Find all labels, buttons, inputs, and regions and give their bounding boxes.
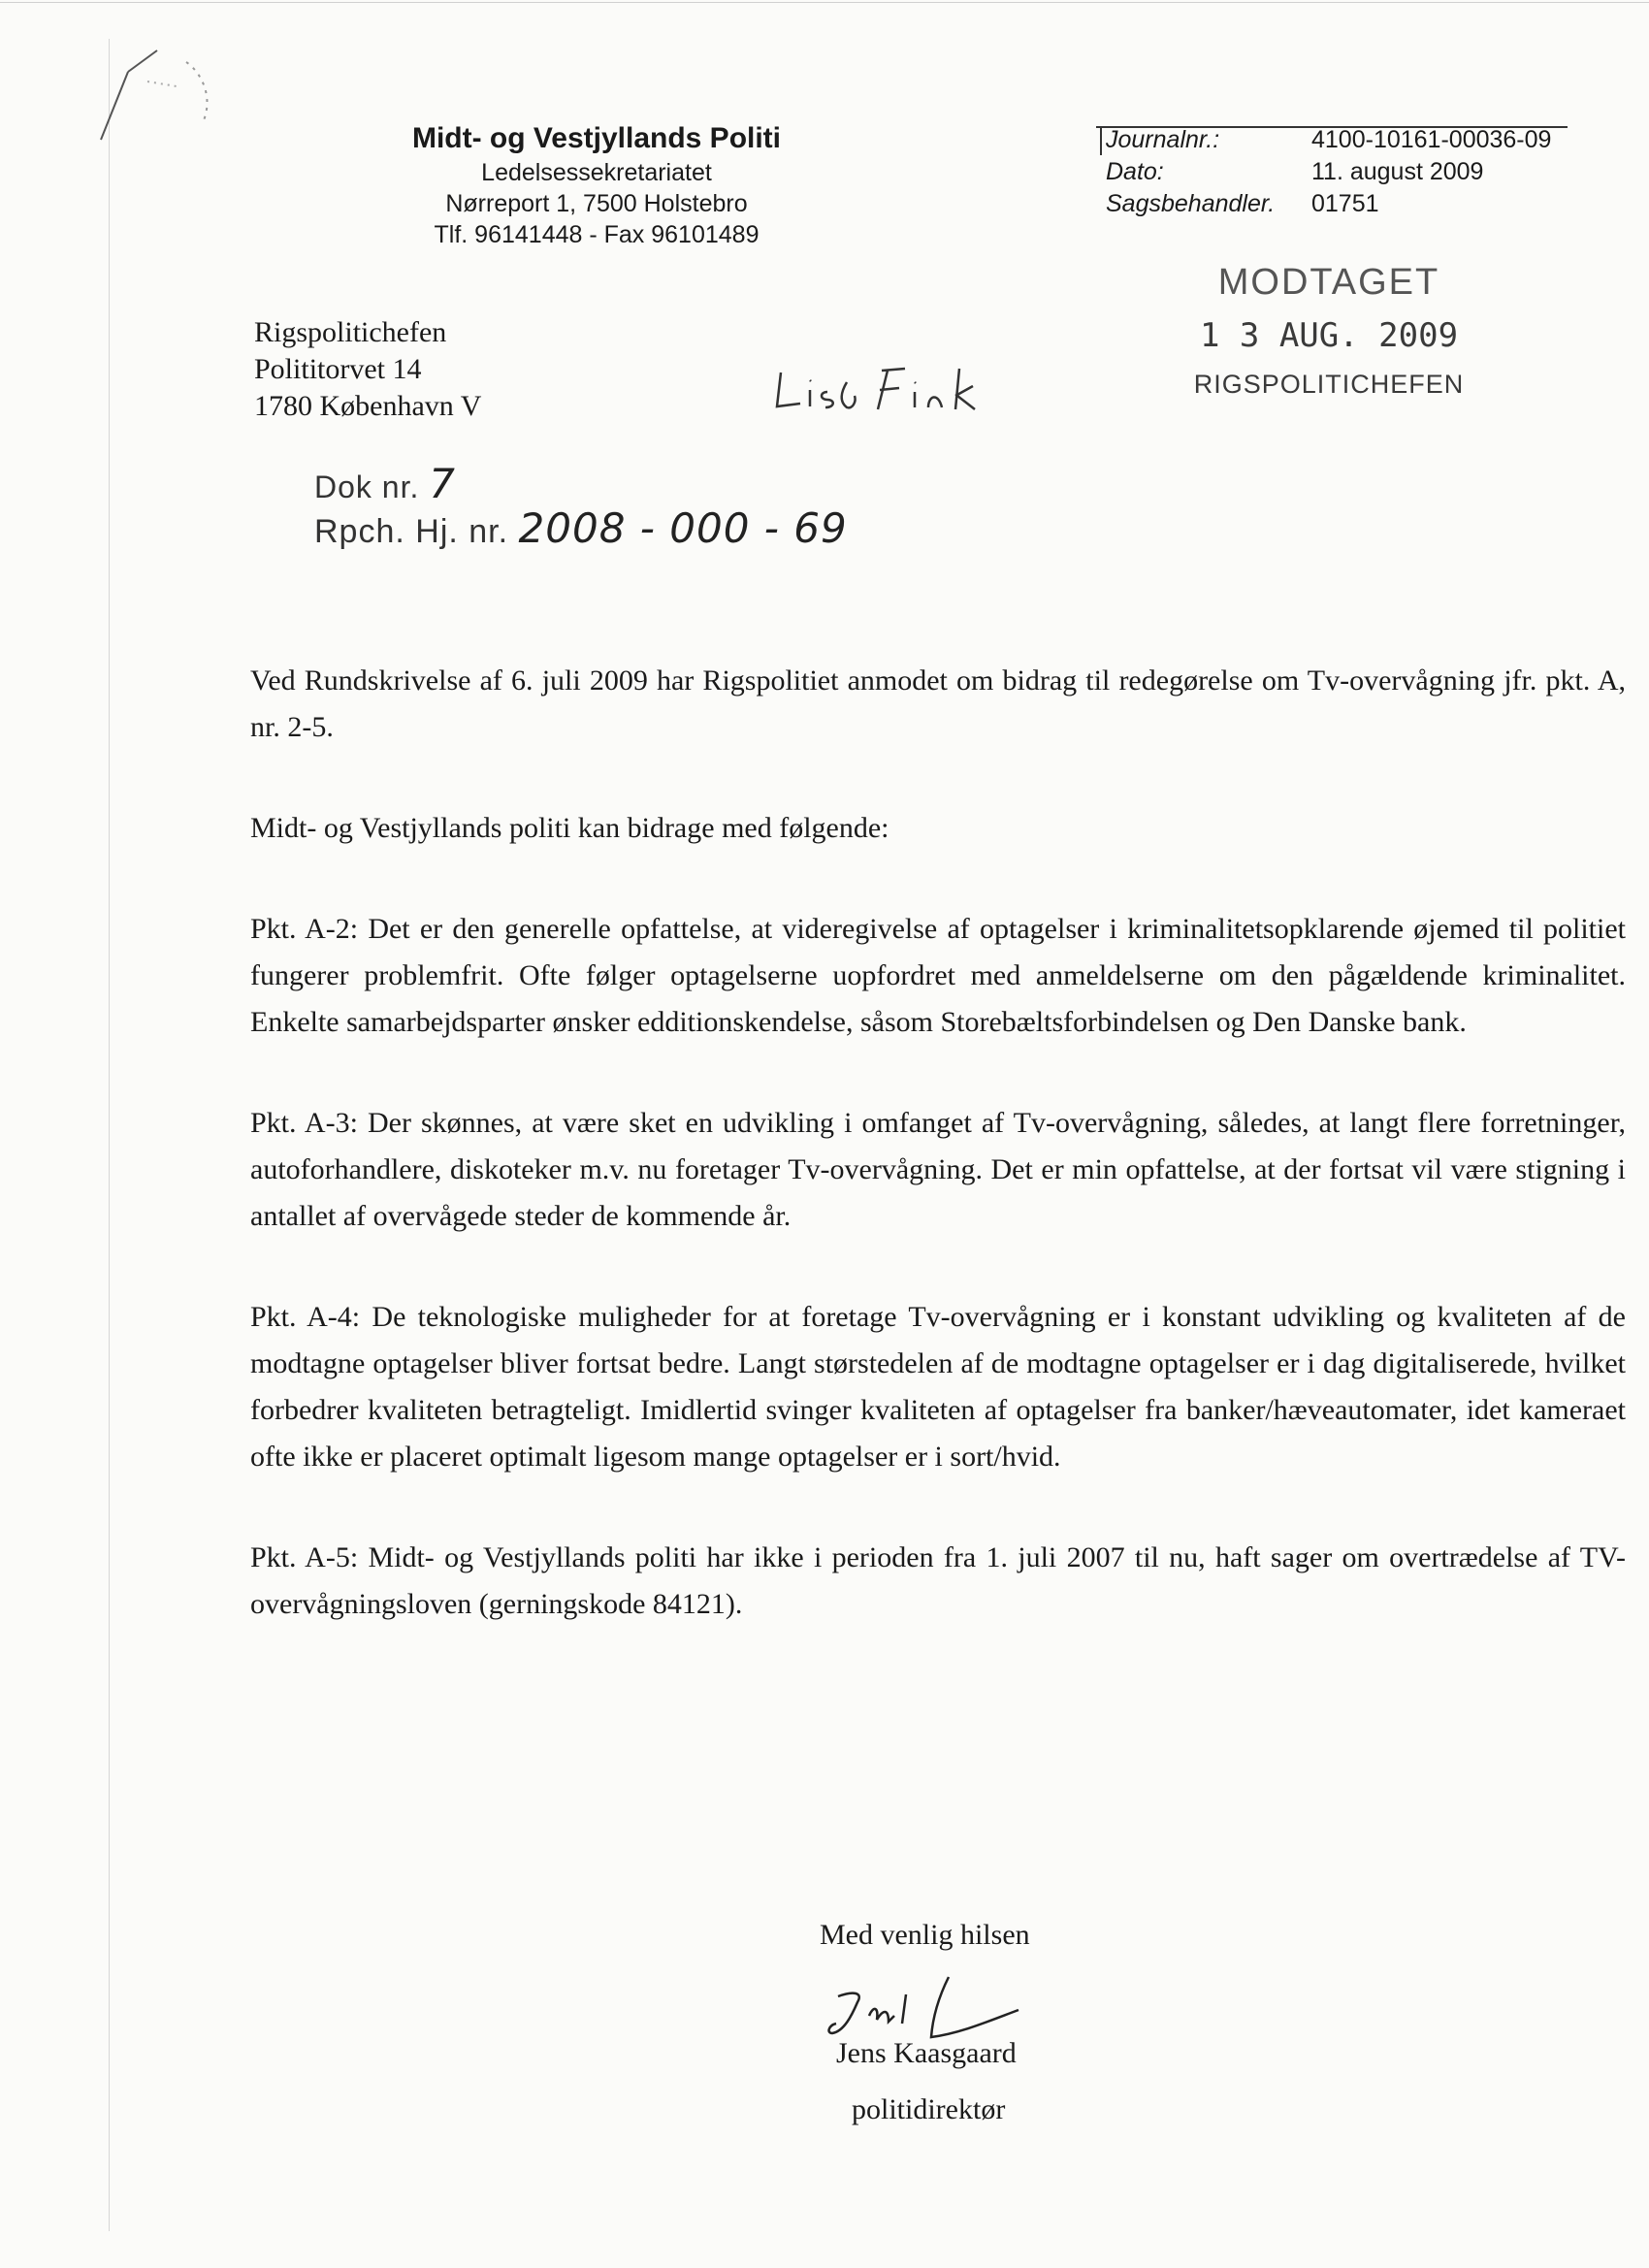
date-row bbox=[1096, 156, 1571, 188]
recipient-name: Rigspolitichefen bbox=[254, 316, 447, 348]
recipient-block bbox=[254, 314, 481, 425]
document-number-label: Dok nr. bbox=[314, 470, 420, 504]
body-intro: Ved Rundskrivelse af 6. juli 2009 har Rigspolitiet anmodet om bidrag til redegørelse om Tv-overvågning jfr. pkt. A, nr. 2-5. bbox=[250, 664, 1626, 743]
stamp-date: 1 3 AUG. 2009 bbox=[1199, 316, 1459, 355]
page-edge-left bbox=[109, 39, 110, 2231]
recipient-city: 1780 København V bbox=[254, 390, 482, 422]
body-lead: Midt- og Vestjyllands politi kan bidrage med følgende: bbox=[250, 812, 889, 844]
recipient-street: Polititorvet 14 bbox=[254, 353, 422, 385]
sender-department: Ledelsessekretariatet bbox=[481, 159, 712, 186]
body-pkt-a2: Pkt. A-2: Det er den generelle opfattelse, at videregivelse af optagelser i kriminalitetsopklarende øjemed til politiet fungerer problemfrit. Ofte følger optagelserne uopfordret med anmeldelserne om den pågældende kriminalitet. Enkelte samarbejdsparter ønsker edditionskendelse, såsom Storebæltsforbindelsen og Den Danske bank. bbox=[250, 913, 1626, 1038]
handler-value: 01751 bbox=[1311, 190, 1379, 217]
sender-organization: Midt- og Vestjyllands Politi bbox=[411, 122, 782, 154]
journal-label: Journalnr.: bbox=[1106, 126, 1220, 153]
journal-row bbox=[1096, 124, 1571, 156]
corner-scribble-icon bbox=[89, 43, 244, 149]
case-number-label: Rpch. Hj. nr. bbox=[314, 513, 509, 550]
body-pkt-a3: Pkt. A-3: Der skønnes, at være sket en udvikling i omfanget af Tv-overvågning, således, at langt flere forretninger, autoforhandlere, diskoteker m.v. nu foretager Tv-overvågning. Det er min opfattelse, at der fortsat vil være stigning i antallet af overvågede steder de kommende år. bbox=[250, 1107, 1626, 1232]
letter-body bbox=[250, 658, 1626, 1682]
closing-greeting: Med venlig hilsen bbox=[820, 1919, 1030, 1951]
handwritten-name-signature bbox=[771, 353, 985, 421]
sender-address: Nørreport 1, 7500 Holstebro bbox=[445, 190, 748, 217]
date-label: Dato: bbox=[1106, 158, 1164, 185]
signer-title: politidirektør bbox=[852, 2093, 1006, 2125]
document-number-row bbox=[314, 460, 848, 507]
page-edge-top bbox=[0, 2, 1649, 3]
stamp-received: MODTAGET bbox=[1217, 262, 1440, 303]
document-number-value: 7 bbox=[429, 460, 456, 507]
date-value: 11. august 2009 bbox=[1311, 158, 1484, 185]
handler-label: Sagsbehandler. bbox=[1106, 190, 1276, 217]
document-number-stamp bbox=[314, 460, 848, 553]
journal-value: 4100-10161-00036-09 bbox=[1311, 126, 1552, 153]
body-pkt-a5: Pkt. A-5: Midt- og Vestjyllands politi har ikke i perioden fra 1. juli 2007 til nu, haft sager om overtrædelse af TV-overvågningsloven (gerningskode 84121). bbox=[250, 1541, 1626, 1620]
handler-row bbox=[1096, 188, 1571, 220]
sender-block bbox=[369, 120, 824, 250]
body-pkt-a4: Pkt. A-4: De teknologiske muligheder for at foretage Tv-overvågning er i konstant udvikling og kvaliteten af de modtagne optagelser bliver fortsat bedre. Langt størstedelen af de modtagne optagelser er i dag digitaliserede, hvilket forbedrer kvaliteten betragteligt. Imidlertid svinger kvaliteten af optagelser fra banker/hæveautomater, idet kameraet ofte ikke er placeret optimalt ligesom mange optagelser er i sort/hvid. bbox=[250, 1301, 1626, 1473]
case-number-row bbox=[314, 504, 848, 553]
stamp-authority: RIGSPOLITICHEFEN bbox=[1193, 370, 1465, 399]
signer-name: Jens Kaasgaard bbox=[836, 2037, 1017, 2069]
reference-block bbox=[1096, 124, 1571, 220]
case-number-value: 2008 - 000 - 69 bbox=[518, 504, 848, 552]
sender-phone-fax: Tlf. 96141448 - Fax 96101489 bbox=[434, 221, 760, 248]
received-stamp bbox=[1183, 254, 1474, 407]
